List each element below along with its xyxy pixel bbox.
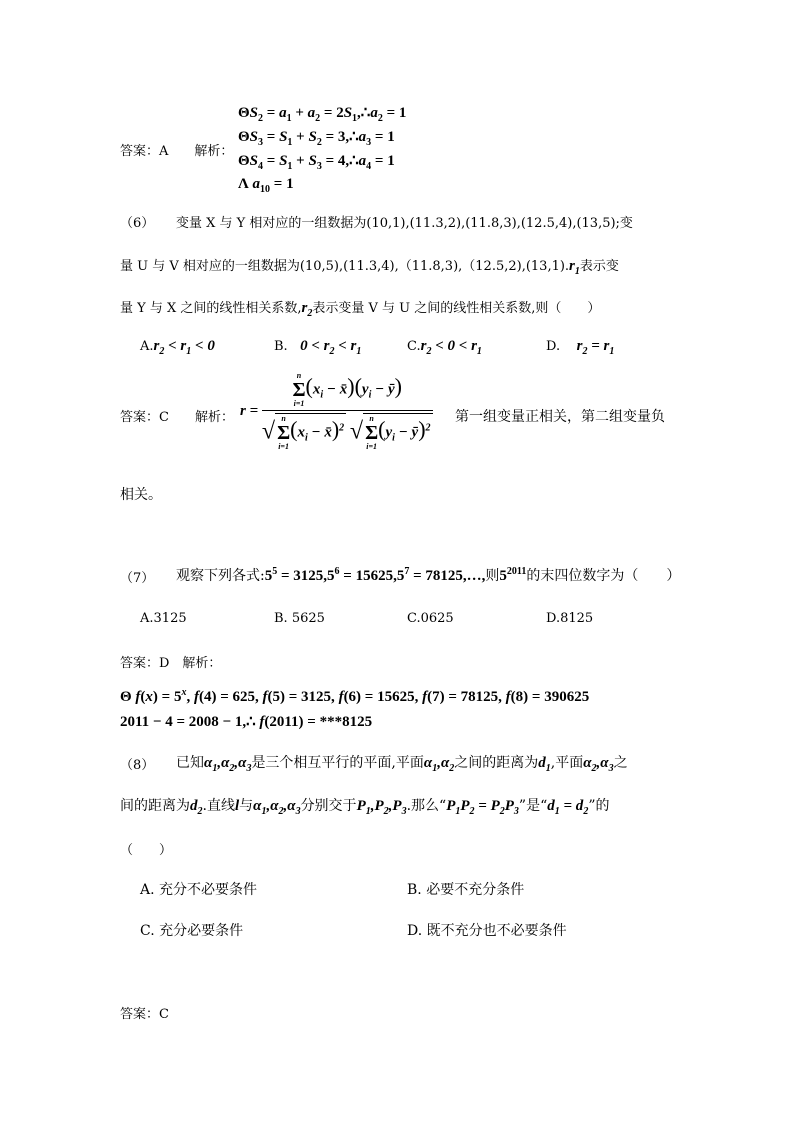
q6-option-a: $A.r_2 < r_1 < 0$ <box>140 338 215 357</box>
q8-blank: （ ） <box>120 843 173 858</box>
r2-symbol: $r_2$ <box>301 300 313 319</box>
q6-option-c: $C.r_2 < 0 < r_1$ <box>407 338 482 357</box>
q6-text-line-3: 量 Y 与 X 之间的线性相关系数$,r_2$表示变量 V 与 U 之间的线性相关系数,则（ ） <box>120 300 601 319</box>
q8-option-b: B. 必要不充分条件 <box>407 882 525 898</box>
q8-option-c: C. 充分必要条件 <box>140 923 244 939</box>
correlation-formula: r = n Σ i=1 ($x_i$ − $x̄)(y_i$ − ȳ) √ n Σ i=1 ($x_i$ − x̄)$^2$ √ n Σ i=1 ($y_i$ − ȳ)$^2$ <box>240 371 431 451</box>
q7-option-b: B. 5625 <box>274 611 325 626</box>
q7-number: （7） <box>120 571 155 586</box>
q7-option-c: C.0625 <box>407 611 454 626</box>
q6-number: （6） <box>120 216 155 231</box>
q7-solution-line-2: 2011 − 4 = 2008 − 1,∴ f(2011) = ***8125 <box>120 714 373 730</box>
r1-symbol: $r_1$ <box>569 258 580 277</box>
q7-option-a: A.3125 <box>140 611 187 626</box>
q6-option-b: B. $0 < r_2 < r_1$ <box>274 338 362 357</box>
q5-solution-line-3: $\Theta S_4 = S_1 + S_3$ = $4,\therefore a_4 = 1$ <box>238 153 395 172</box>
q6-explanation-1: 第一组变量正相关，第二组变量负 <box>455 409 665 425</box>
q7-solution-line-1: Θ $f(x) = 5^x$, f(4) = 625, f(5) = 3125, f(6) = 15625, f(7) = 78125, f(8) = 390625 <box>120 687 590 705</box>
q8-text-line-2: 间的距离为$d_2$.直线l与$\alpha_1,\alpha_2,\alpha_3$分别交于$P_1,P_2,P_3$.那么“$P_1P_2 = P_2P_3$”是“$d_1 = d_2$”的 <box>120 798 610 817</box>
q6-explanation-2: 相关。 <box>120 487 162 503</box>
q8-option-d: D. 既不充分也不必要条件 <box>407 923 567 939</box>
q6-text-line-1: 变量 X 与 Y 相对应的一组数据为(10,1),(11.3,2),(11.8,3),(12.5,4),(13,5);变 <box>176 216 633 231</box>
q5-solution-line-4: Λ $a_{10} = 1$ <box>238 176 294 195</box>
q6-option-d: D. $r_2 = r_1$ <box>546 338 615 357</box>
q8-number: （8） <box>120 758 155 773</box>
q8-answer-label: 答案：C <box>120 1007 169 1022</box>
q8-option-a: A. 充分不必要条件 <box>140 882 258 898</box>
q5-solution-line-2: $\Theta S_3 = S_1 + S_2$ = $3,\therefore a_3 = 1$ <box>238 129 395 148</box>
q7-option-d: D.8125 <box>546 611 594 626</box>
q7-answer-label: 答案：D 解析： <box>120 656 222 671</box>
q5-answer-label: 答案：A 解析： <box>120 144 234 159</box>
q6-text-line-2: 量 U 与 V 相对应的一组数据为$(10,5),(11.3,4),(11.8,3),(12.5,2),(13,1).r_1$表示变 <box>120 258 619 277</box>
q6-answer-label: 答案：C 解析： <box>120 410 234 425</box>
q8-text-line-1: 已知$\alpha_1,\alpha_2,\alpha_3$是三个相互平行的平面,平面$\alpha_1,\alpha_2$之间的距离为$d_1$,平面$\alpha_2,\alpha_3$之 <box>176 755 628 774</box>
q7-text: 观察下列各式$:5^5 = 3125,5^6 = 15625,5^7$ = 78125,…,则$5^{2011}$的末四位数字为（ ） <box>176 566 681 584</box>
q5-solution-line-1: $\Theta S_2 = a_1 + a_2$ = $2S_1,\therefore a_2 = 1$ <box>238 105 407 124</box>
